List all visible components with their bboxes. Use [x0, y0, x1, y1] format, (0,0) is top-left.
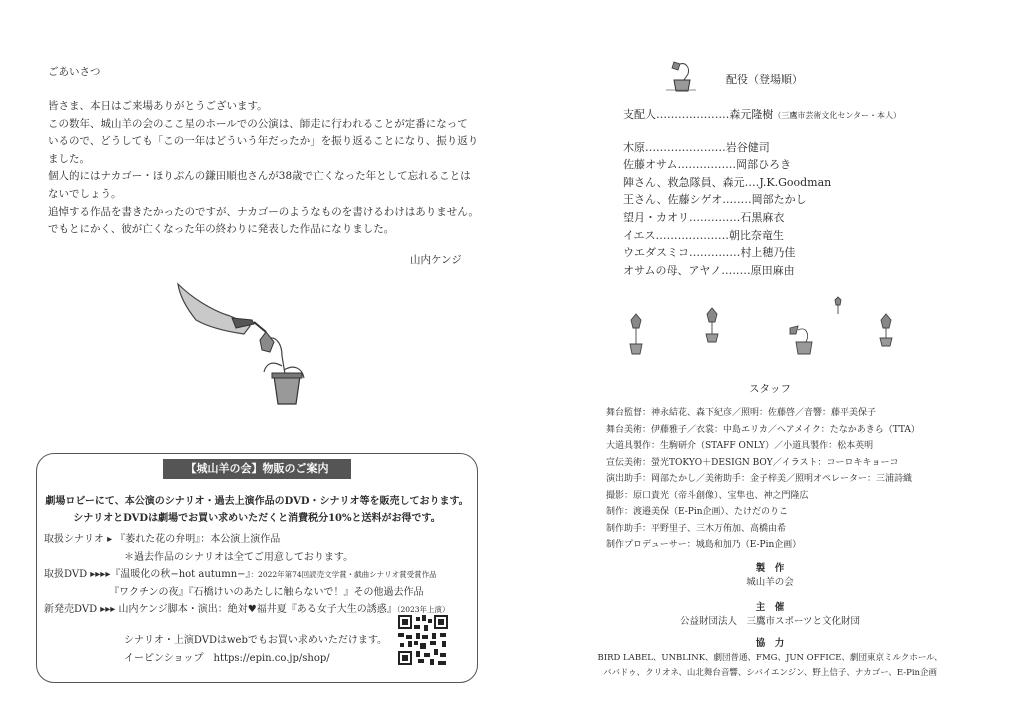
production-label: 製 作 [755, 563, 785, 574]
support-line: ババドゥ、クリオネ、山北舞台音響、シバイエンジン、野上信子、ナカゴー、E-Pin企画 [602, 668, 938, 678]
production-name: 城山羊の会 [746, 577, 794, 588]
support-label: 協 力 [755, 638, 785, 649]
cast-row: 木原‥‥‥‥‥‥‥‥‥‥‥岩谷健司 [623, 140, 770, 154]
flower-pot-icon [662, 60, 698, 92]
host-name: 公益財団法人 三鷹市スポーツと文化財団 [679, 616, 861, 627]
greeting-body [48, 98, 488, 239]
staff-line: 撮影：原口貴光（帝斗創像）、宝隼也、神之門隆広 [606, 490, 809, 501]
production-credit [560, 560, 980, 591]
sales-intro-line: 劇場ロビーにて、本公演のシナリオ・過去上演作品のDVD・シナリオ等を販売しております。 [45, 496, 469, 507]
staff-line: 大道具製作：生駒研介（STAFF ONLY）／小道具製作：松本英明 [606, 441, 874, 451]
greeting-line: でもとにかく、彼が亡くなった年の終わりに発表した作品になりました。 [48, 223, 395, 236]
cast-row: ウエダスミコ‥‥‥‥‥‥‥村上穂乃佳 [623, 246, 796, 260]
cast-row: イエス‥‥‥‥‥‥‥‥‥‥朝比奈竜生 [623, 228, 784, 242]
cast-title: 配役（登場順） [726, 73, 803, 86]
greeting-line: ないでしょう。 [48, 187, 122, 200]
sales-item: 『ワクチンの夜』『石橋けいのあたしに触らないで！』その他過去作品 [44, 586, 424, 598]
staff-line: 制作助手：平野里子、三木万侑加、高橋由希 [606, 523, 787, 534]
sales-intro [40, 493, 474, 527]
staff-line: 舞台監督：神永結花、森下紀彦／照明：佐藤啓／音響：藤平美保子 [606, 408, 877, 418]
greeting-line: この数年、城山羊の会のここ星のホールでの公演は、師走に行われることが定番になって [48, 117, 468, 130]
greeting-line: 皆さま、本日はご来場ありがとうございます。 [48, 100, 268, 112]
sales-list [44, 531, 450, 619]
sales-item: ＊過去作品のシナリオは全てご用意しております。 [44, 551, 354, 563]
support-credit [560, 636, 980, 681]
host-label: 主 催 [755, 602, 785, 613]
greeting-line: ました。 [48, 152, 90, 165]
greeting-title: ごあいさつ [48, 66, 101, 78]
web-line: シナリオ・上演DVDはwebでもお買い求めいただけます。 [124, 635, 388, 646]
staff-title: スタッフ [749, 383, 791, 395]
staff-line: 舞台美術：伊藤雅子／衣裳：中島エリカ／ヘアメイク：たなかあきら（TTA） [606, 424, 920, 435]
staff-line: 演出助手：岡部たかし／美術助手：金子梓美／照明オペレーター：三浦詩織 [606, 474, 913, 484]
staff-line: 制作プロデューサー：城島和加乃（E-Pin企画） [606, 540, 802, 550]
staff-list [606, 405, 920, 554]
cast-row-lead: 支配人‥‥‥‥‥‥‥‥‥‥森元隆樹（三鷹市芸術文化センター・本人） [623, 108, 902, 121]
tulip-row-illustration [620, 296, 900, 360]
qr-code-icon[interactable] [398, 615, 448, 665]
staff-line: 制作：渡邉美保（E-Pin企画）、たけだのりこ [606, 507, 789, 517]
host-credit [560, 599, 980, 630]
greeting-line: いるので、どうしても「この一年はどういう年だったか」を振り返ることになり、振り返り [48, 135, 479, 148]
cast-row: 陣さん、救急隊員、森元‥‥J.K.Goodman [623, 175, 832, 189]
sales-item: 取扱シナリオ ▸ 『萎れた花の弁明』：本公演上演作品 [44, 534, 281, 545]
greeting-author: 山内ケンジ [410, 254, 462, 266]
support-line: BIRD LABEL、UNBLINK、劇団普通、FMG、JUN OFFICE、劇団東京ミルクホール、 [597, 653, 943, 663]
web-shop-info [124, 632, 387, 668]
greeting-line: 個人的にはナカゴー・ほりぶんの鎌田順也さんが38歳で亡くなった年として忘れることは [48, 170, 471, 183]
staff-line: 宣伝美術：螢光TOKYO＋DESIGN BOY／イラスト：コーロキキョーコ [606, 457, 899, 468]
greeting-line: 追悼する作品を書きたかったのですが、ナカゴーのようなものを書けるわけはありません。 [48, 205, 479, 218]
sales-item: 新発売DVD ▸▸▸ 山内ケンジ脚本・演出：絶対♥福井夏『ある女子大生の誘惑』（2023年上演） [44, 604, 450, 615]
cast-row: 佐藤オサム‥‥‥‥‥‥‥‥岡部ひろき [623, 158, 792, 172]
sales-item: 取扱DVD ▸▸▸▸『温暖化の秋−hot autumn−』：2022年第74回読売文学賞・戯曲シナリオ賞受賞作品 [44, 569, 437, 580]
cast-row: 王さん、佐藤シゲオ‥‥‥‥岡部たかし [623, 193, 807, 207]
cast-row: 望月・カオリ‥‥‥‥‥‥‥石黒麻衣 [623, 210, 785, 224]
cast-row: オサムの母、アヤノ‥‥‥‥原田麻由 [623, 263, 795, 277]
watering-illustration [170, 280, 330, 410]
sales-intro-line: シナリオとDVDは劇場でお買い求めいただくと消費税分10%と送料がお得です。 [73, 513, 441, 524]
sales-title: 【城山羊の会】物販のご案内 [163, 459, 351, 479]
web-shop-link[interactable]: イーピンショップ https://epin.co.jp/shop/ [124, 653, 330, 664]
cast-list [623, 106, 901, 279]
